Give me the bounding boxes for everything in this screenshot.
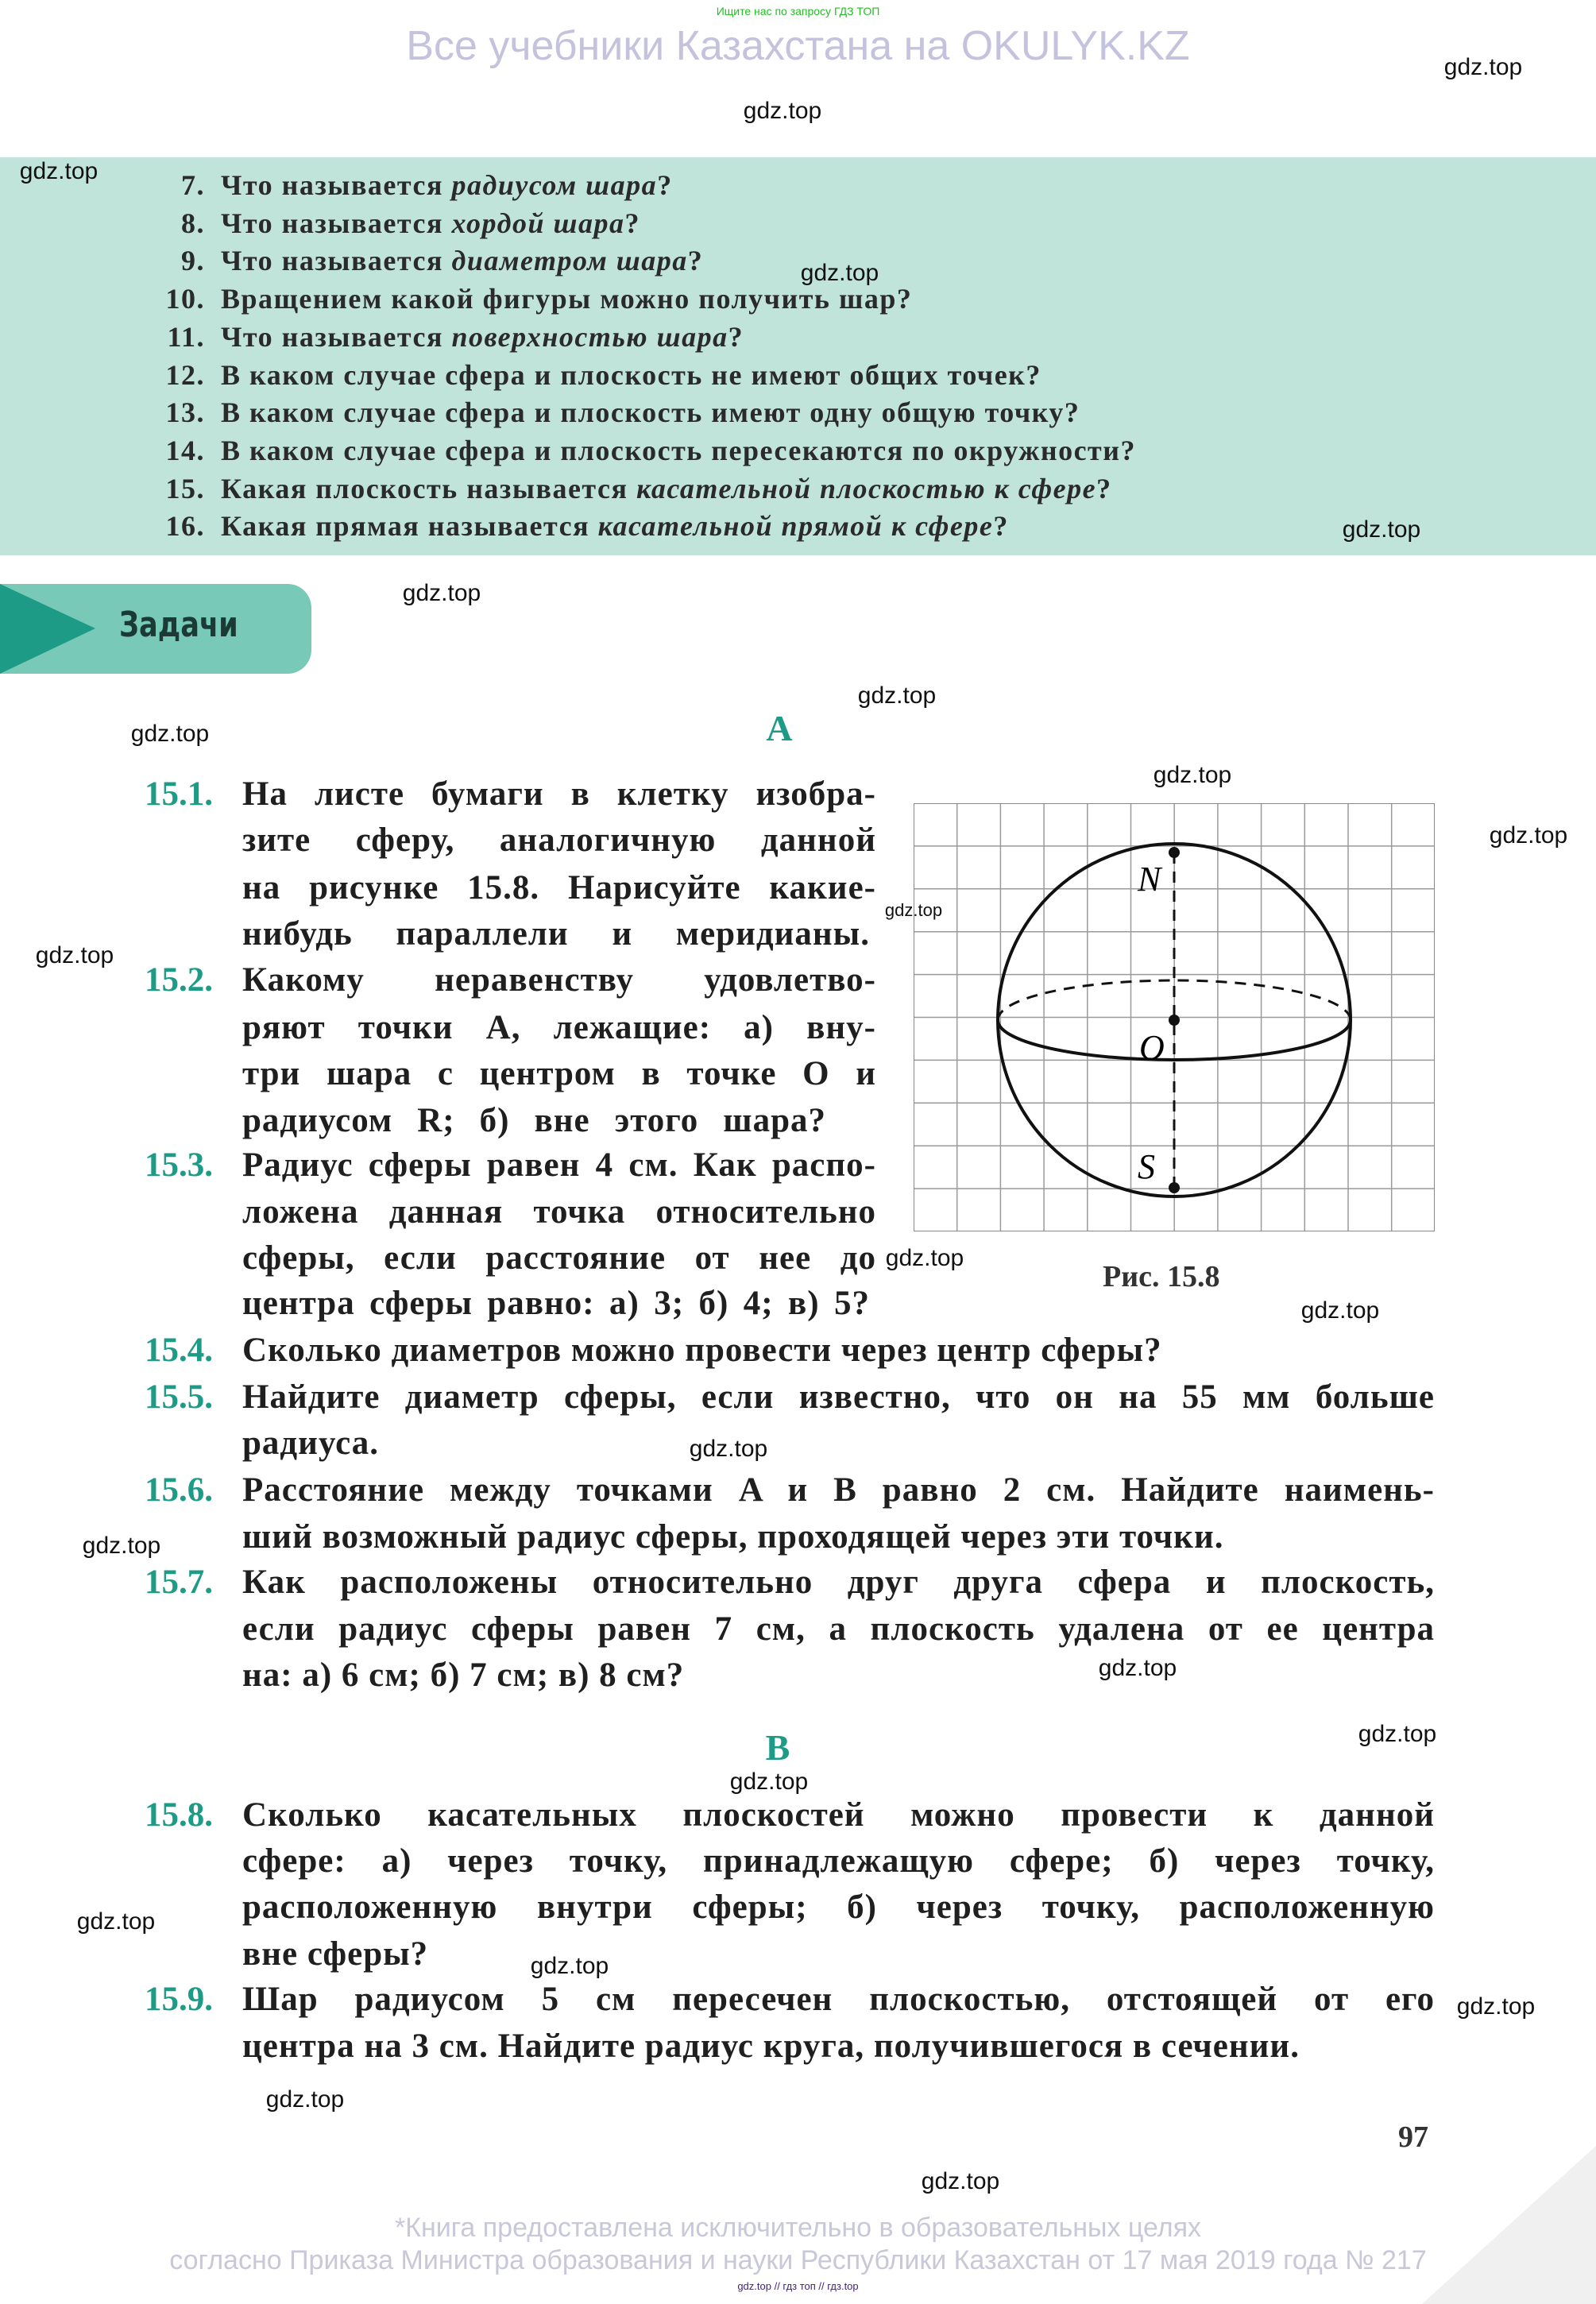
question-text: Что называется (221, 320, 452, 353)
question-number: 14. (165, 434, 205, 466)
question-tail: ? (1096, 472, 1112, 504)
gdz-watermark: gdz.top (35, 942, 114, 968)
gdz-watermark: gdz.top (857, 682, 937, 709)
problem-number: 15.6. (145, 1471, 213, 1509)
gdz-watermark: gdz.top (1098, 1655, 1177, 1681)
gdz-watermark: gdz.top (402, 580, 481, 606)
figure-caption: Рис. 15.8 (1103, 1260, 1220, 1293)
question-text: Что называется (221, 207, 452, 239)
question-number: 10. (165, 283, 205, 315)
review-question (0, 434, 1136, 467)
gdz-watermark: gdz.top (19, 158, 99, 184)
footer-links[interactable]: gdz.top // гдз топ // гдз.top (737, 2280, 859, 2292)
question-tail: ? (993, 510, 1009, 543)
problem-text-line: ряют точки A, лежащие: а) вну- (242, 1009, 876, 1046)
gdz-watermark: gdz.top (530, 1953, 609, 1979)
question-term: радиусом шара (451, 169, 658, 201)
problem-text-line: радиуса. (242, 1425, 379, 1462)
footer-line-1: *Книга предоставлена исключительно в образовательных целях (394, 2213, 1202, 2243)
gdz-watermark: gdz.top (1358, 1721, 1437, 1747)
point-s (1169, 1182, 1180, 1193)
gdz-watermark: gdz.top (1489, 822, 1568, 849)
top-note: Ищите нас по запросу ГДЗ ТОП (716, 5, 880, 17)
question-term: касательной плоскостью к сфере (636, 472, 1097, 504)
problem-text-line: центра сферы равно: а) 3; б) 4; в) 5? (242, 1285, 870, 1322)
problem-text-line: сфере: а) через точку, принадлежащую сфере; б) через точку, (242, 1842, 1435, 1880)
question-text: Что называется (221, 169, 452, 201)
gdz-watermark: gdz.top (689, 1436, 768, 1462)
level-b-heading: B (765, 1727, 790, 1768)
question-number: 15. (165, 472, 205, 504)
question-number: 11. (167, 320, 205, 353)
question-term: хордой шара (451, 207, 625, 239)
gdz-watermark: gdz.top (743, 98, 822, 124)
question-text: Вращением какой фигуры можно получить шар? (221, 283, 913, 315)
question-text: Какая плоскость называется (221, 472, 637, 504)
question-term: диаметром шара (451, 245, 688, 277)
review-question (0, 509, 1009, 543)
gdz-watermark: gdz.top (1456, 1993, 1536, 2020)
review-question (0, 472, 1112, 505)
gdz-watermark: gdz.top (921, 2168, 1000, 2194)
problem-text-line: Расстояние между точками A и B равно 2 см. Найдите наимень- (242, 1471, 1435, 1509)
problem-text-line: Сколько диаметров можно провести через центр сферы? (242, 1332, 1162, 1369)
question-term: касательной прямой к сфере (597, 510, 994, 543)
gdz-watermark: gdz.top (1153, 762, 1232, 788)
gdz-watermark: gdz.top (265, 2086, 345, 2113)
problem-text-line: вне сферы? (242, 1935, 429, 1973)
problem-text-line: нибудь параллели и меридианы. (242, 915, 870, 953)
page-number: 97 (1398, 2120, 1428, 2154)
gdz-watermark: gdz.top (885, 1245, 964, 1271)
footer-line-2: согласно Приказа Министра образования и науки Республики Казахстан от 17 мая 2019 года № 217 (169, 2245, 1427, 2275)
problem-text-line: Как расположены относительно друг друга сфера и плоскость, (242, 1564, 1435, 1601)
question-text: В каком случае сфера и плоскость не имеют общих точек? (221, 358, 1041, 391)
question-tail: ? (624, 207, 640, 239)
problem-text-line: на рисунке 15.8. Нарисуйте какие- (242, 869, 876, 907)
question-tail: ? (728, 320, 744, 353)
label-s: S (1138, 1147, 1155, 1186)
problem-number: 15.8. (145, 1796, 213, 1834)
gdz-watermark: gdz.top (729, 1769, 809, 1795)
point-n (1169, 847, 1180, 858)
question-term: поверхностью шара (451, 320, 728, 353)
question-text: Какая прямая называется (221, 510, 598, 543)
gdz-watermark: gdz.top (800, 260, 879, 286)
problem-text-line: На листе бумаги в клетку изобра- (242, 775, 876, 813)
problem-number: 15.9. (145, 1981, 213, 2018)
question-number: 13. (165, 396, 205, 429)
problem-number: 15.1. (145, 775, 213, 813)
question-number: 8. (181, 207, 205, 239)
problem-text-line: Сколько касательных плоскостей можно провести к данной (242, 1796, 1435, 1834)
problem-text-line: ший возможный радиус сферы, проходящей через эти точки. (242, 1518, 1224, 1556)
gdz-watermark: gdz.top (884, 900, 943, 920)
question-number: 9. (181, 245, 205, 277)
review-question (0, 320, 744, 354)
problem-text-line: расположенную внутри сферы; б) через точку, расположенную (242, 1888, 1435, 1926)
problem-text-line: центра на 3 см. Найдите радиус круга, получившегося в сечении. (242, 2028, 1300, 2065)
problem-text-line: Шар радиусом 5 см пересечен плоскостью, отстоящей от его (242, 1981, 1435, 2018)
problem-text-line: сферы, если расстояние от нее до (242, 1239, 876, 1277)
question-number: 7. (181, 169, 205, 201)
problem-text-line: Найдите диаметр сферы, если известно, что он на 55 мм больше (242, 1378, 1435, 1416)
tasks-heading: Задачи (119, 605, 238, 645)
problem-number: 15.7. (145, 1564, 213, 1601)
question-tail: ? (687, 245, 704, 277)
gdz-watermark: gdz.top (76, 1908, 156, 1935)
problem-text-line: ложена данная точка относительно (242, 1193, 876, 1231)
question-tail: ? (657, 169, 673, 201)
problem-text-line: Радиус сферы равен 4 см. Как распо- (242, 1146, 876, 1184)
tasks-section-tab (0, 584, 311, 674)
question-text: Что называется (221, 245, 452, 277)
problem-text-line: зите сферу, аналогичную данной (242, 821, 876, 859)
site-title[interactable]: Все учебники Казахстана на OKULYK.KZ (406, 23, 1190, 69)
problem-text-line: три шара с центром в точке O и (242, 1055, 876, 1092)
problem-text-line: Какому неравенству удовлетво- (242, 961, 876, 999)
label-n: N (1138, 860, 1161, 899)
gdz-watermark: gdz.top (1342, 516, 1421, 543)
gdz-watermark: gdz.top (1300, 1297, 1380, 1324)
question-number: 12. (165, 358, 205, 391)
problem-number: 15.2. (145, 961, 213, 999)
problem-text-line: если радиус сферы равен 7 см, а плоскость удалена от ее центра (242, 1610, 1435, 1648)
review-question (0, 358, 1041, 392)
review-question (0, 396, 1080, 429)
gdz-watermark: gdz.top (82, 1533, 161, 1559)
question-number: 16. (165, 510, 205, 543)
label-o: O (1139, 1028, 1165, 1067)
sphere-figure (914, 803, 1435, 1231)
level-a-heading: A (766, 708, 793, 748)
question-text: В каком случае сфера и плоскость имеют одну общую точку? (221, 396, 1080, 429)
point-o (1169, 1015, 1180, 1026)
problem-number: 15.3. (145, 1146, 213, 1184)
question-text: В каком случае сфера и плоскость пересекаются по окружности? (221, 434, 1136, 466)
review-question (0, 168, 673, 202)
problem-number: 15.5. (145, 1378, 213, 1416)
review-question (0, 207, 640, 240)
gdz-watermark: gdz.top (130, 721, 210, 747)
review-question (0, 244, 703, 277)
problem-number: 15.4. (145, 1332, 213, 1369)
problem-text-line: на: а) 6 см; б) 7 см; в) 8 см? (242, 1656, 685, 1694)
problem-text-line: радиусом R; б) вне этого шара? (242, 1102, 826, 1139)
tab-triangle-decoration (0, 584, 95, 674)
gdz-watermark: gdz.top (1443, 54, 1523, 80)
review-question (0, 282, 912, 315)
